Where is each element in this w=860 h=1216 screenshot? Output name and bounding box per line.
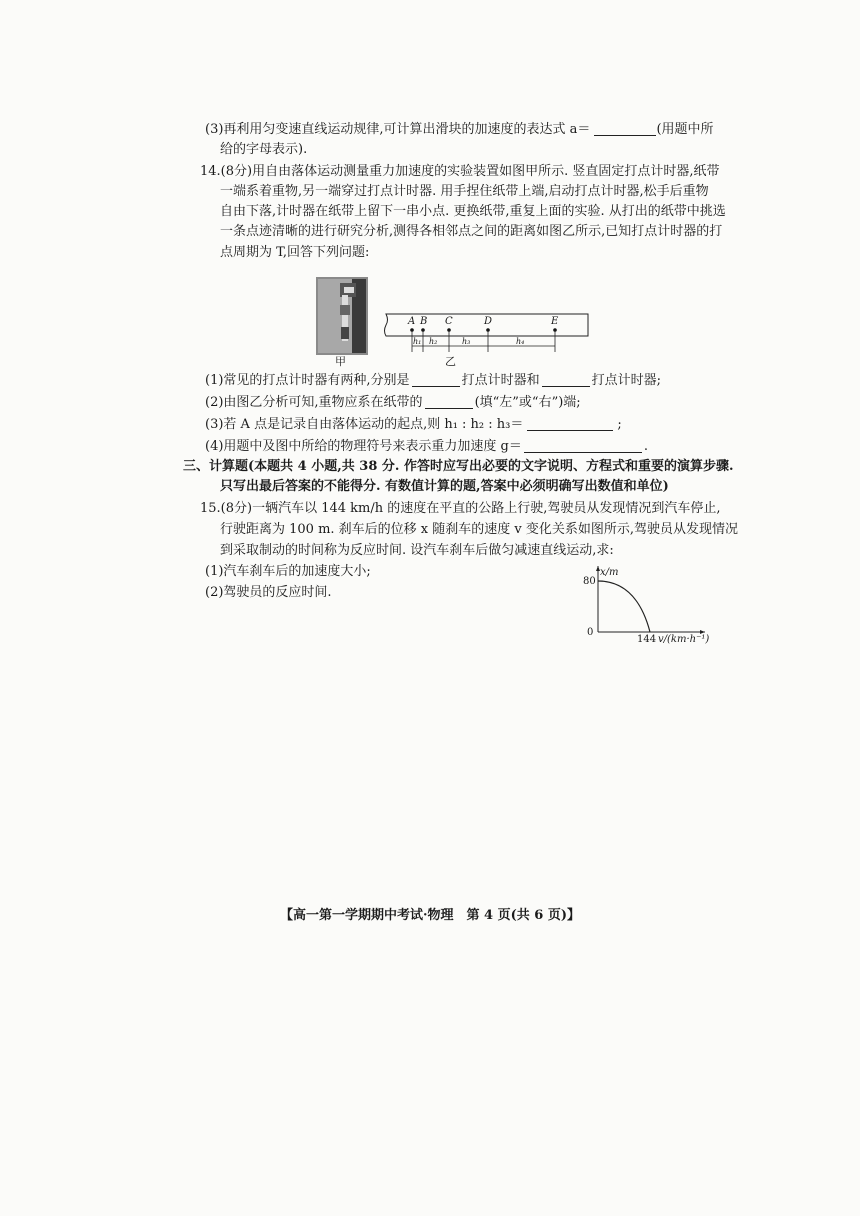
q13-part3-line1 (205, 120, 714, 140)
q15-line3: 到采取制动的时间称为反应时间. 设汽车刹车后做匀减速直线运动,求: (220, 543, 614, 558)
point-e-label: E (551, 316, 559, 327)
q14-part1 (205, 371, 661, 391)
page-footer: 【高一第一学期期中考试·物理 第 4 页(共 6 页)】 (279, 908, 581, 923)
point-a-label: A (408, 316, 416, 327)
q14-part3-text-a: (3)若 A 点是记录自由落体运动的起点,则 h₁ : h₂ : h₃＝ (205, 417, 524, 432)
h3-label: h₃ (462, 337, 471, 346)
graph-y-tick-80: 80 (583, 576, 596, 587)
answer-blank[interactable] (527, 416, 613, 431)
q15-part2: (2)驾驶员的反应时间. (205, 585, 332, 600)
q14-part2 (205, 393, 581, 413)
q14-part3-text-b: ; (617, 417, 622, 432)
q13-part3-text-b: (用题中所 (656, 122, 714, 137)
answer-blank[interactable] (594, 121, 656, 136)
q13-part3-line2: 给的字母表示). (220, 142, 308, 157)
q13-part3-text: (3)再利用匀变速直线运动规律,可计算出滑块的加速度的表达式 a＝ (205, 122, 591, 137)
q14-part4-text-b: . (643, 439, 649, 454)
figure-yi-label: 乙 (445, 355, 456, 368)
q14-line5: 点周期为 T,回答下列问题: (220, 245, 370, 260)
q14-part2-text-b: (填“左”或“右”)端; (474, 395, 581, 410)
q15-line2: 行驶距离为 100 m. 刹车后的位移 x 随刹车的速度 v 变化关系如图所示,驾驶员从发现情况 (220, 522, 739, 537)
graph-x-tick-144: 144 (637, 634, 657, 645)
apparatus-figure (316, 277, 368, 355)
graph-x-axis-label: v/(km·h⁻¹) (658, 634, 710, 645)
point-d-label: D (484, 316, 493, 327)
point-b-label: B (420, 316, 428, 327)
q15-part1: (1)汽车刹车后的加速度大小; (205, 564, 371, 579)
q14-part4-text-a: (4)用题中及图中所给的物理符号来表示重力加速度 g＝ (205, 439, 522, 454)
h1-label: h₁ (413, 337, 422, 346)
answer-blank[interactable] (542, 372, 590, 387)
q14-line3: 自由下落,计时器在纸带上留下一串小点. 更换纸带,重复上面的实验. 从打出的纸带中挑选 (220, 204, 726, 219)
q14-part1-text-b: 打点计时器和 (461, 373, 540, 388)
answer-blank[interactable] (425, 394, 473, 409)
graph-origin-label: 0 (587, 627, 594, 638)
h4-label: h₄ (516, 337, 525, 346)
q14-line1: 14.(8分)用自由落体运动测量重力加速度的实验装置如图甲所示. 竖直固定打点计时器,纸带 (200, 164, 720, 179)
section-three-instructions: 只写出最后答案的不能得分. 有数值计算的题,答案中必须明确写出数值和单位) (220, 479, 669, 494)
q14-part1-text-a: (1)常见的打点计时器有两种,分别是 (205, 373, 410, 388)
q14-part1-text-c: 打点计时器; (591, 373, 661, 388)
q14-line4: 一条点迹清晰的进行研究分析,测得各相邻点之间的距离如图乙所示,已知打点计时器的打 (220, 224, 723, 239)
q14-part4 (205, 437, 648, 457)
q14-part3 (205, 415, 622, 435)
q15-line1: 15.(8分)一辆汽车以 144 km/h 的速度在平直的公路上行驶,驾驶员从发现情况到汽车停止, (200, 501, 721, 516)
q14-part2-text-a: (2)由图乙分析可知,重物应系在纸带的 (205, 395, 423, 410)
answer-blank[interactable] (412, 372, 460, 387)
answer-blank[interactable] (524, 438, 642, 453)
q14-line2: 一端系着重物,另一端穿过打点计时器. 用手捏住纸带上端,启动打点计时器,松手后重物 (220, 184, 709, 199)
graph-y-axis-label: x/m (600, 567, 619, 578)
figure-jia-label: 甲 (335, 355, 346, 368)
h2-label: h₂ (429, 337, 438, 346)
point-c-label: C (445, 316, 453, 327)
section-three-heading: 三、计算题(本题共 4 小题,共 38 分. 作答时应写出必要的文字说明、方程式和重要的演算步骤. (183, 459, 734, 474)
